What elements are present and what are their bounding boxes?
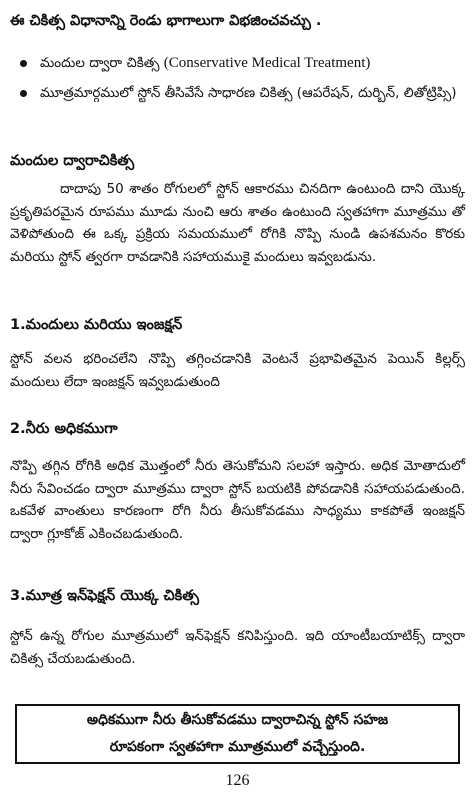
list-item — [10, 52, 465, 74]
list-item-text: మందుల ద్వారా చికిత్స — [40, 55, 164, 71]
section-body: స్టోన్ ఉన్న రోగుల మూత్రములో ఇన్‌ఫెక్షన్ కనిపిస్తుంది. ఇది యాంటీబయాటిక్స్ ద్వారా చికిత్స చేయబడుతుంది. — [10, 628, 465, 667]
list-item-text: మూత్రమార్గములో స్టోన్ తీసివేసే సాధారణ చికిత్స (ఆపరేషన్, దుర్బిన్, లితోట్రిప్సి) — [40, 85, 457, 101]
intro-line: ఈ చికిత్స విధానాన్ని రెండు భాగాలుగా విభజించవచ్చు . — [10, 13, 322, 29]
callout-box — [15, 704, 460, 764]
page-number: 126 — [225, 772, 250, 789]
bullet-icon — [20, 60, 27, 67]
section-heading: 1.మందులు మరియు ఇంజక్షన్ — [10, 317, 183, 333]
section-heading: 2.నీరు అధికముగా — [10, 421, 118, 437]
section-body: నొప్పి తగ్గిన రోగికి అధిక మొత్తంలో నీరు తెసుకోమని సలహా ఇస్తారు. అధిక మోతాదులో నీరు సేవించడం ద్వారా మూత్రము ద్వారా స్టోన్ బయటికి పోవడానికి సహాయపడుతుంది. ఒకవేళ వాంతులు కారణంగా రోగి నీరు తీసుకోవడము సాధ్యము కాకపోతే ఇంజక్షన్ ద్వారా గ్లూకోజ్ ఎకించబడుతుంది. — [10, 458, 465, 542]
list-item-english: (Conservative Medical Treatment) — [163, 55, 371, 71]
section-heading: మందుల ద్వారాచికిత్స — [10, 153, 135, 169]
section-body: స్టోన్ వలన భరించలేని నొప్పి తగ్గించడానికి వెంటనే ప్రభావితమైన పెయిన్ కిల్లర్స్ మందులు లేదా ఇంజక్షన్ ఇవ్వబడుతుంది — [10, 351, 465, 390]
callout-line: అధికముగా నీరు తీసుకోవడము ద్వారాచిన్న స్టోన్ సహజ — [86, 712, 389, 728]
list-item — [10, 82, 465, 104]
treatment-types-list — [10, 52, 465, 112]
callout-line: రూపకంగా స్వతహాగా మూత్రములో వచ్చేస్తుంది. — [109, 739, 366, 755]
section-body: దాదాపు 50 శాతం రోగులలో స్టోన్ ఆకారము చినదిగా ఉంటుంది దాని యొక్క ప్రకృతిపరమైన రూపము మూడు నుంచి ఆరు శాతం ఉంటుంది స్వతహాగా మూత్రము తో వెళిపోతుంది ఈ ఒక్క ప్రక్రియ సమయములో రోగికి నొప్పి నుండి ఉపశమనం కొరకు మరియు స్టోన్ త్వరగా రావడానికి సహాయముకై మందులు ఇవ్వబడును. — [10, 181, 465, 265]
bullet-icon — [20, 90, 27, 97]
section-heading: 3.మూత్ర ఇన్‌ఫెక్షన్ యొక్క చికిత్స — [10, 588, 200, 604]
